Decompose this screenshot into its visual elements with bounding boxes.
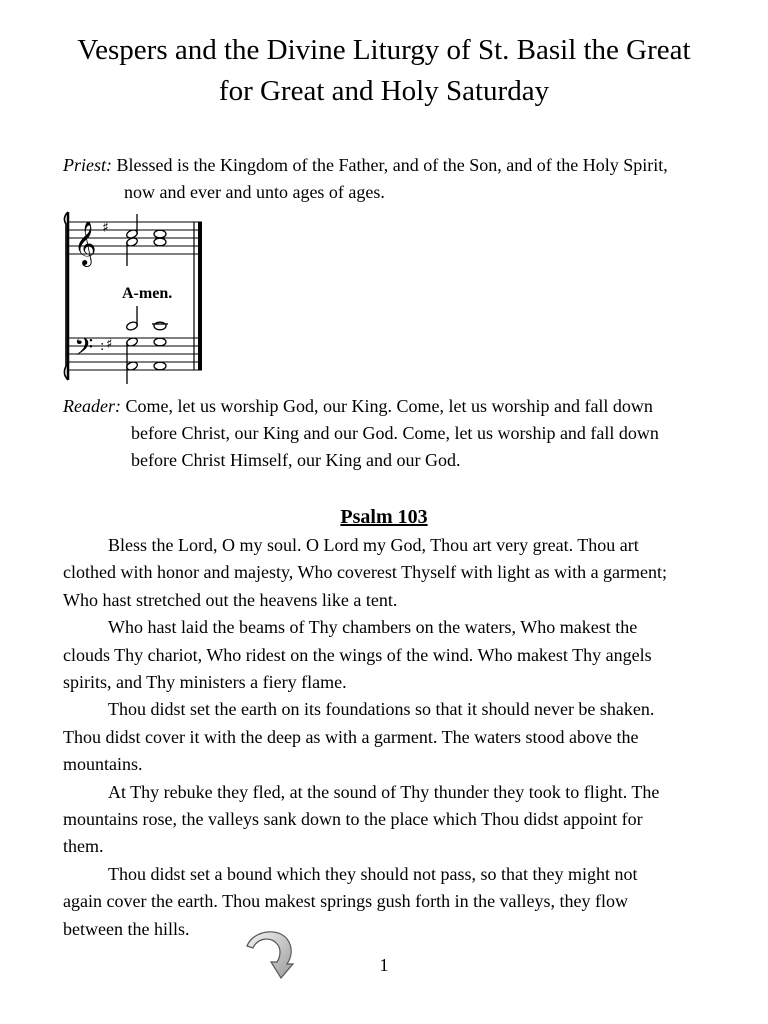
psalm-line: again cover the earth. Thou makest springs gush forth in the valleys, they flow xyxy=(63,891,629,912)
priest-exclamation xyxy=(63,152,668,206)
reader-text-line-3: before Christ Himself, our King and our God. xyxy=(131,450,461,470)
title-line-1: Vespers and the Divine Liturgy of St. Basil the Great xyxy=(77,34,691,66)
psalm-line: Who hast laid the beams of Thy chambers on the waters, Who makest the xyxy=(108,617,638,638)
psalm-title: Psalm 103 xyxy=(340,506,428,528)
svg-text::: : xyxy=(100,339,105,354)
svg-text:𝄞: 𝄞 xyxy=(74,221,97,265)
page-number: 1 xyxy=(379,955,389,975)
psalm-line: clothed with honor and majesty, Who coverest Thyself with light as with a garment; xyxy=(63,562,668,583)
psalm-line: them. xyxy=(63,836,104,857)
psalm-line: spirits, and Thy ministers a fiery flame. xyxy=(63,672,347,693)
psalm-line: clouds Thy chariot, Who ridest on the wings of the wind. Who makest Thy angels xyxy=(63,644,652,665)
svg-text:♯: ♯ xyxy=(102,220,109,236)
psalm-text xyxy=(63,532,733,943)
psalm-line: Thou didst set a bound which they should not pass, so that they might not xyxy=(108,863,638,884)
reader-role: Reader: xyxy=(63,396,121,416)
svg-text:𝄢: 𝄢 xyxy=(74,333,94,368)
reader-text-line-2: before Christ, our King and our God. Come, let us worship and fall down xyxy=(131,423,659,443)
psalm-line: Who hast stretched out the heavens like a tent. xyxy=(63,589,398,610)
reader-invitatory xyxy=(63,393,659,474)
psalm-line: Thou didst cover it with the deep as with a garment. The waters stood above the xyxy=(63,726,639,747)
amen-lyric: A-men. xyxy=(122,285,173,302)
psalm-line: between the hills. xyxy=(63,918,190,939)
psalm-line: Thou didst set the earth on its foundations so that it should never be shaken. xyxy=(108,699,655,720)
amen-music-score xyxy=(60,206,210,386)
priest-role: Priest: xyxy=(63,155,112,175)
psalm-line: mountains rose, the valleys sank down to the place which Thou didst appoint for xyxy=(63,809,643,830)
reader-text-line-1: Come, let us worship God, our King. Come, let us worship and fall down xyxy=(125,396,653,416)
title-line-2: for Great and Holy Saturday xyxy=(218,75,550,107)
document-title xyxy=(0,30,768,112)
priest-text-line-2: now and ever and unto ages of ages. xyxy=(124,182,385,202)
svg-text:♯: ♯ xyxy=(106,337,113,352)
priest-text-line-1: Blessed is the Kingdom of the Father, and of the Son, and of the Holy Spirit, xyxy=(116,155,668,175)
psalm-line: mountains. xyxy=(63,754,143,775)
psalm-line: Bless the Lord, O my soul. O Lord my God, Thou art very great. Thou art xyxy=(108,535,639,555)
psalm-line: At Thy rebuke they fled, at the sound of Thy thunder they took to flight. The xyxy=(108,781,660,802)
